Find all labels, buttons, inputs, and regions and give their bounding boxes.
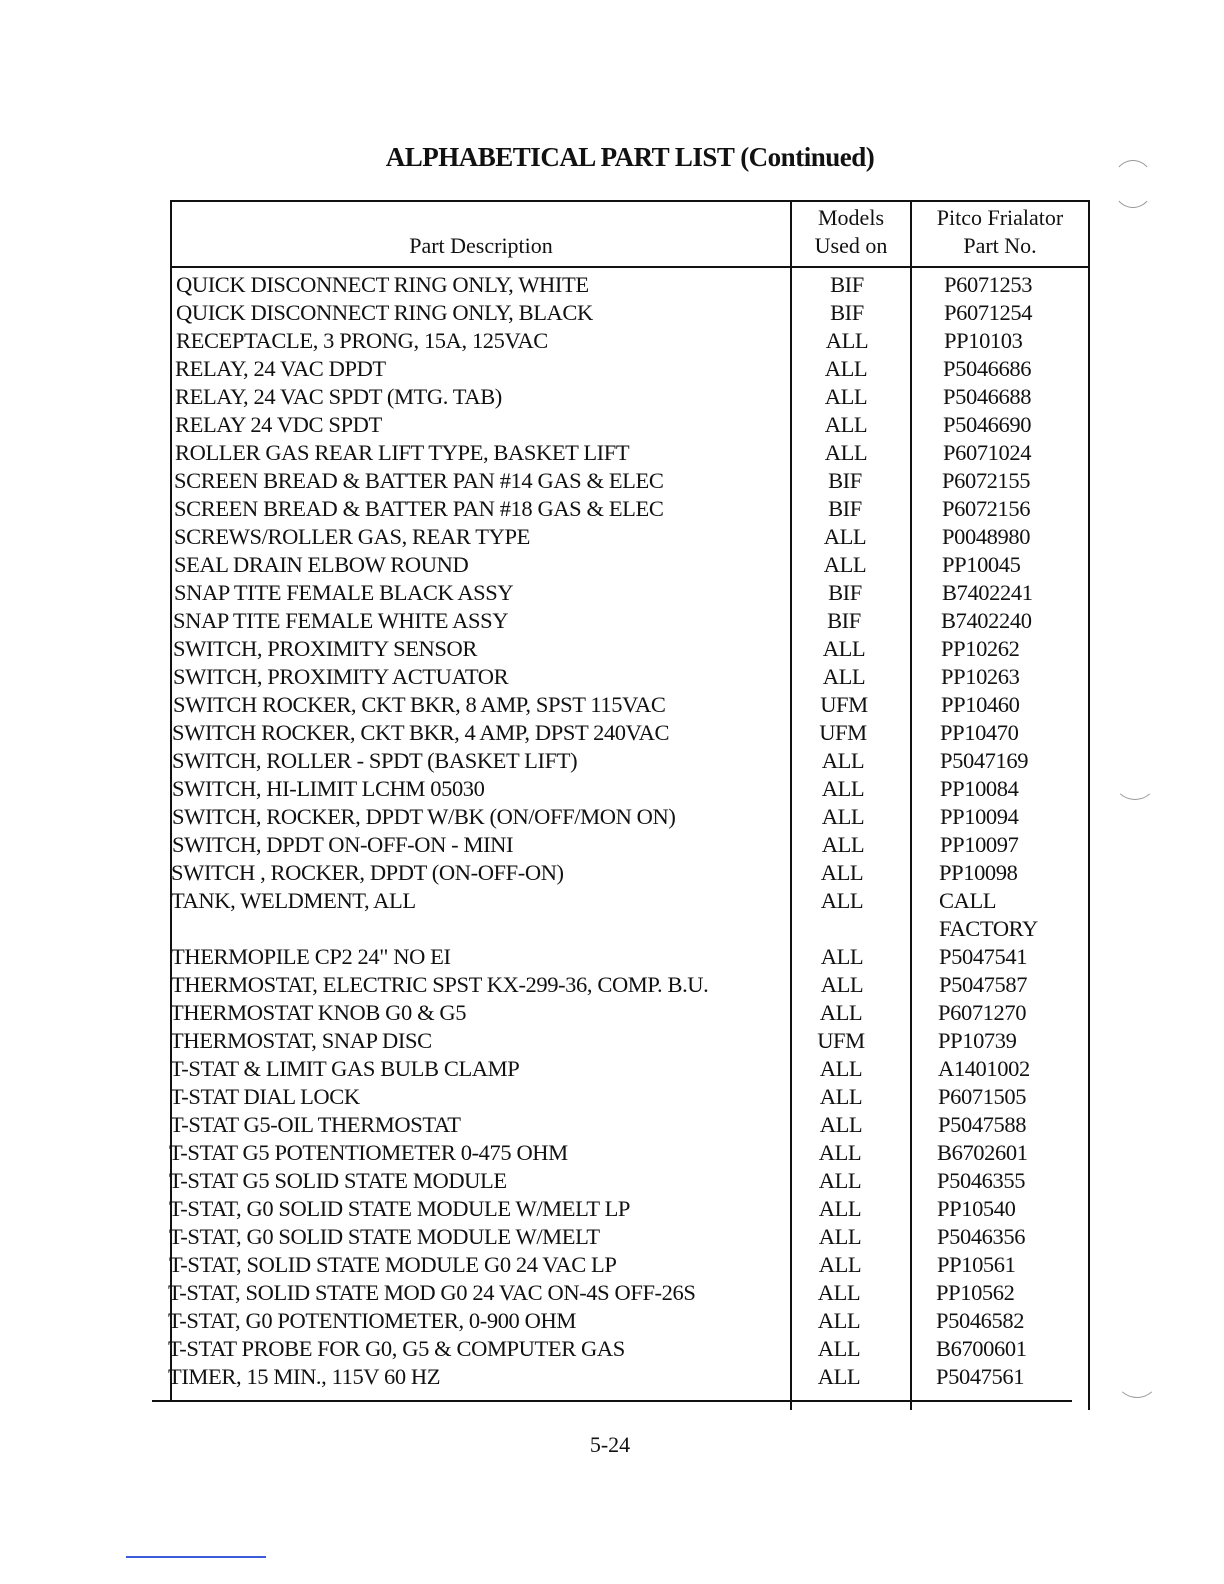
part-description-cell: ROLLER GAS REAR LIFT TYPE, BASKET LIFT: [175, 440, 630, 465]
part-number-cell: PP10098: [939, 860, 1018, 885]
models-used-cell: ALL: [820, 888, 864, 913]
table-row: [152, 1279, 1090, 1307]
part-description-cell: SNAP TITE FEMALE BLACK ASSY: [174, 580, 514, 605]
table-row: [152, 999, 1090, 1027]
part-description-cell: SWITCH ROCKER, CKT BKR, 4 AMP, DPST 240VAC: [172, 720, 670, 745]
part-description-cell: T-STAT G5-OIL THERMOSTAT: [170, 1112, 461, 1137]
part-description-cell: THERMOPILE CP2 24" NO EI: [171, 944, 451, 969]
models-used-cell: ALL: [821, 832, 865, 857]
part-description-cell: SCREEN BREAD & BATTER PAN #14 GAS & ELEC: [174, 468, 664, 493]
table-row: [152, 1195, 1090, 1223]
part-number-cell: PP10739: [938, 1028, 1017, 1053]
table-row: [152, 1055, 1090, 1083]
part-description-cell: THERMOSTAT, ELECTRIC SPST KX-299-36, COMP. B.U.: [171, 972, 709, 997]
part-description-cell: THERMOSTAT, SNAP DISC: [170, 1028, 432, 1053]
part-number-cell: PP10097: [940, 832, 1019, 857]
header-models-used-on: [792, 204, 910, 260]
models-used-cell: ALL: [824, 384, 868, 409]
part-description-cell: SEAL DRAIN ELBOW ROUND: [174, 552, 469, 577]
part-description-cell: T-STAT DIAL LOCK: [170, 1084, 360, 1109]
table-row: [152, 803, 1090, 831]
table-row: [152, 943, 1090, 971]
table-row: [152, 1223, 1090, 1251]
part-number-cell: PP10045: [942, 552, 1021, 577]
part-number-cell: P5047587: [939, 972, 1028, 997]
part-description-cell: T-STAT, G0 POTENTIOMETER, 0-900 OHM: [168, 1308, 576, 1333]
table-row: [152, 859, 1090, 887]
models-used-cell: ALL: [824, 412, 868, 437]
part-number-cell: PP10103: [944, 328, 1023, 353]
page-number: 5-24: [589, 1432, 631, 1457]
part-number-cell: PP10540: [937, 1196, 1016, 1221]
table-row: [152, 1335, 1090, 1363]
part-number-cell: PP10262: [941, 636, 1020, 661]
part-description-cell: SWITCH, PROXIMITY ACTUATOR: [173, 664, 509, 689]
models-used-cell: ALL: [818, 1196, 862, 1221]
table-row: [152, 663, 1090, 691]
models-used-cell: BIF: [827, 608, 861, 633]
table-row: [152, 971, 1090, 999]
part-description-cell: RELAY, 24 VAC SPDT (MTG. TAB): [175, 384, 502, 409]
part-description-cell: SWITCH, HI-LIMIT LCHM 05030: [172, 776, 485, 801]
models-used-cell: ALL: [821, 776, 865, 801]
models-used-cell: UFM: [819, 720, 867, 745]
table-row: [152, 607, 1090, 635]
part-number-cell: P5046686: [943, 356, 1032, 381]
models-used-cell: ALL: [818, 1140, 862, 1165]
part-number-cell: P5046356: [937, 1224, 1026, 1249]
table-row: [152, 1111, 1090, 1139]
table-row: [152, 271, 1090, 299]
models-used-cell: ALL: [817, 1280, 861, 1305]
models-used-cell: ALL: [818, 1252, 862, 1277]
part-number-cell: PP10562: [936, 1280, 1015, 1305]
part-number-cell-line2: FACTORY: [939, 916, 1038, 941]
part-description-cell: T-STAT G5 POTENTIOMETER 0-475 OHM: [169, 1140, 568, 1165]
part-number-cell: B6702601: [937, 1140, 1028, 1165]
table-row: [152, 411, 1090, 439]
part-number-cell: PP10470: [940, 720, 1019, 745]
part-description-cell: SWITCH ROCKER, CKT BKR, 8 AMP, SPST 115VAC: [173, 692, 666, 717]
part-description-cell: SWITCH , ROCKER, DPDT (ON-OFF-ON): [171, 860, 564, 885]
part-number-cell: B7402241: [942, 580, 1033, 605]
table-row: [152, 551, 1090, 579]
part-description-cell: THERMOSTAT KNOB G0 & G5: [170, 1000, 467, 1025]
models-used-cell: ALL: [822, 664, 866, 689]
part-description-cell: TANK, WELDMENT, ALL: [171, 888, 416, 913]
part-number-cell: A1401002: [938, 1056, 1030, 1081]
models-used-cell: ALL: [821, 804, 865, 829]
table-row: [152, 691, 1090, 719]
table-bottom-border: [152, 1400, 1072, 1402]
scan-artifact: [1112, 160, 1154, 208]
table-row: [152, 831, 1090, 859]
part-number-cell: PP10263: [941, 664, 1020, 689]
part-number-cell: P6071024: [943, 440, 1032, 465]
models-used-cell: UFM: [820, 692, 868, 717]
part-description-cell: T-STAT PROBE FOR G0, G5 & COMPUTER GAS: [168, 1336, 625, 1361]
models-used-cell: ALL: [819, 1112, 863, 1137]
part-number-cell: PP10084: [940, 776, 1019, 801]
table-row: [152, 523, 1090, 551]
part-description-cell: T-STAT, SOLID STATE MODULE G0 24 VAC LP: [169, 1252, 617, 1277]
page-title: ALPHABETICAL PART LIST (Continued): [385, 142, 875, 172]
part-number-cell: P5047561: [936, 1364, 1025, 1389]
models-used-cell: ALL: [820, 860, 864, 885]
table-row: [152, 467, 1090, 495]
part-number-cell: P6071253: [944, 272, 1033, 297]
part-description-cell: T-STAT, SOLID STATE MOD G0 24 VAC ON-4S OFF-26S: [168, 1280, 696, 1305]
header-models-line1: Models: [818, 205, 884, 230]
part-description-cell: RELAY, 24 VAC DPDT: [175, 356, 386, 381]
table-top-border: [172, 200, 1090, 202]
part-number-cell: P6071254: [944, 300, 1033, 325]
models-used-cell: ALL: [817, 1364, 861, 1389]
table-row: [152, 635, 1090, 663]
table-row: [152, 439, 1090, 467]
part-description-cell: T-STAT, G0 SOLID STATE MODULE W/MELT LP: [169, 1196, 631, 1221]
models-used-cell: ALL: [823, 524, 867, 549]
table-row: [152, 1363, 1090, 1391]
models-used-cell: UFM: [817, 1028, 865, 1053]
part-number-cell: B7402240: [941, 608, 1032, 633]
part-description-cell: SWITCH, PROXIMITY SENSOR: [173, 636, 477, 661]
part-number-cell: PP10460: [941, 692, 1020, 717]
part-description-cell: RECEPTACLE, 3 PRONG, 15A, 125VAC: [176, 328, 548, 353]
part-number-cell: P5046690: [943, 412, 1032, 437]
header-part-line1: Pitco Frialator: [936, 205, 1064, 230]
part-description-cell: QUICK DISCONNECT RING ONLY, WHITE: [176, 272, 589, 297]
table-row: [152, 887, 1090, 943]
table-row: [152, 719, 1090, 747]
table-row: [152, 383, 1090, 411]
models-used-cell: ALL: [818, 1168, 862, 1193]
part-number-cell: P5046582: [936, 1308, 1025, 1333]
part-number-cell: P6071270: [938, 1000, 1027, 1025]
part-description-cell: SWITCH, DPDT ON-OFF-ON - MINI: [172, 832, 514, 857]
scan-artifact-line: [126, 1556, 266, 1558]
table-row: [152, 775, 1090, 803]
part-description-cell: SWITCH, ROCKER, DPDT W/BK (ON/OFF/MON ON): [172, 804, 676, 829]
models-used-cell: BIF: [828, 580, 862, 605]
models-used-cell: ALL: [819, 1084, 863, 1109]
part-number-cell: P5046355: [937, 1168, 1026, 1193]
part-number-cell: PP10561: [937, 1252, 1016, 1277]
models-used-cell: ALL: [817, 1308, 861, 1333]
table-row: [152, 1167, 1090, 1195]
models-used-cell: ALL: [824, 440, 868, 465]
part-number-cell: P5047169: [940, 748, 1029, 773]
models-used-cell: BIF: [828, 496, 862, 521]
models-used-cell: ALL: [823, 552, 867, 577]
table-row: [152, 299, 1090, 327]
models-used-cell: BIF: [830, 272, 864, 297]
part-description-cell: SCREWS/ROLLER GAS, REAR TYPE: [174, 524, 530, 549]
part-number-cell: PP10094: [940, 804, 1019, 829]
header-divider: [170, 266, 1090, 268]
models-used-cell: ALL: [820, 972, 864, 997]
scan-artifact: [1116, 1360, 1158, 1398]
models-used-cell: ALL: [825, 328, 869, 353]
table-row: [152, 1139, 1090, 1167]
table-row: [152, 579, 1090, 607]
part-number-cell: P5046688: [943, 384, 1032, 409]
table-row: [152, 1083, 1090, 1111]
header-models-line2: Used on: [814, 233, 888, 258]
table-row: [152, 1307, 1090, 1335]
table-row: [152, 327, 1090, 355]
header-part-description: Part Description: [409, 233, 553, 258]
header-part-line2: Part No.: [963, 233, 1037, 258]
models-used-cell: ALL: [818, 1224, 862, 1249]
table-row: [152, 1251, 1090, 1279]
part-description-cell: SCREEN BREAD & BATTER PAN #18 GAS & ELEC: [174, 496, 664, 521]
part-number-cell: CALL: [939, 888, 997, 913]
part-description-cell: QUICK DISCONNECT RING ONLY, BLACK: [176, 300, 593, 325]
part-number-cell: P5047541: [939, 944, 1028, 969]
part-description-cell: RELAY 24 VDC SPDT: [175, 412, 382, 437]
part-description-cell: T-STAT, G0 SOLID STATE MODULE W/MELT: [169, 1224, 600, 1249]
parts-table: [152, 200, 1090, 1410]
table-row: [152, 747, 1090, 775]
models-used-cell: ALL: [824, 356, 868, 381]
part-number-cell: P6071505: [938, 1084, 1027, 1109]
part-number-cell: B6700601: [936, 1336, 1027, 1361]
models-used-cell: ALL: [819, 1056, 863, 1081]
header-part-number: [912, 204, 1088, 260]
models-used-cell: BIF: [830, 300, 864, 325]
part-number-cell: P0048980: [942, 524, 1031, 549]
table-row: [152, 1027, 1090, 1055]
models-used-cell: ALL: [817, 1336, 861, 1361]
part-number-cell: P6072156: [942, 496, 1031, 521]
part-description-cell: SNAP TITE FEMALE WHITE ASSY: [173, 608, 509, 633]
scan-artifact: [1114, 762, 1156, 800]
part-description-cell: T-STAT & LIMIT GAS BULB CLAMP: [170, 1056, 520, 1081]
part-number-cell: P5047588: [938, 1112, 1027, 1137]
models-used-cell: ALL: [822, 636, 866, 661]
models-used-cell: BIF: [828, 468, 862, 493]
table-row: [152, 355, 1090, 383]
table-row: [152, 495, 1090, 523]
models-used-cell: ALL: [819, 1000, 863, 1025]
part-description-cell: TIMER, 15 MIN., 115V 60 HZ: [168, 1364, 441, 1389]
models-used-cell: ALL: [820, 944, 864, 969]
part-number-cell: P6072155: [942, 468, 1031, 493]
models-used-cell: ALL: [821, 748, 865, 773]
part-description-cell: T-STAT G5 SOLID STATE MODULE: [169, 1168, 507, 1193]
part-description-cell: SWITCH, ROLLER - SPDT (BASKET LIFT): [172, 748, 578, 773]
